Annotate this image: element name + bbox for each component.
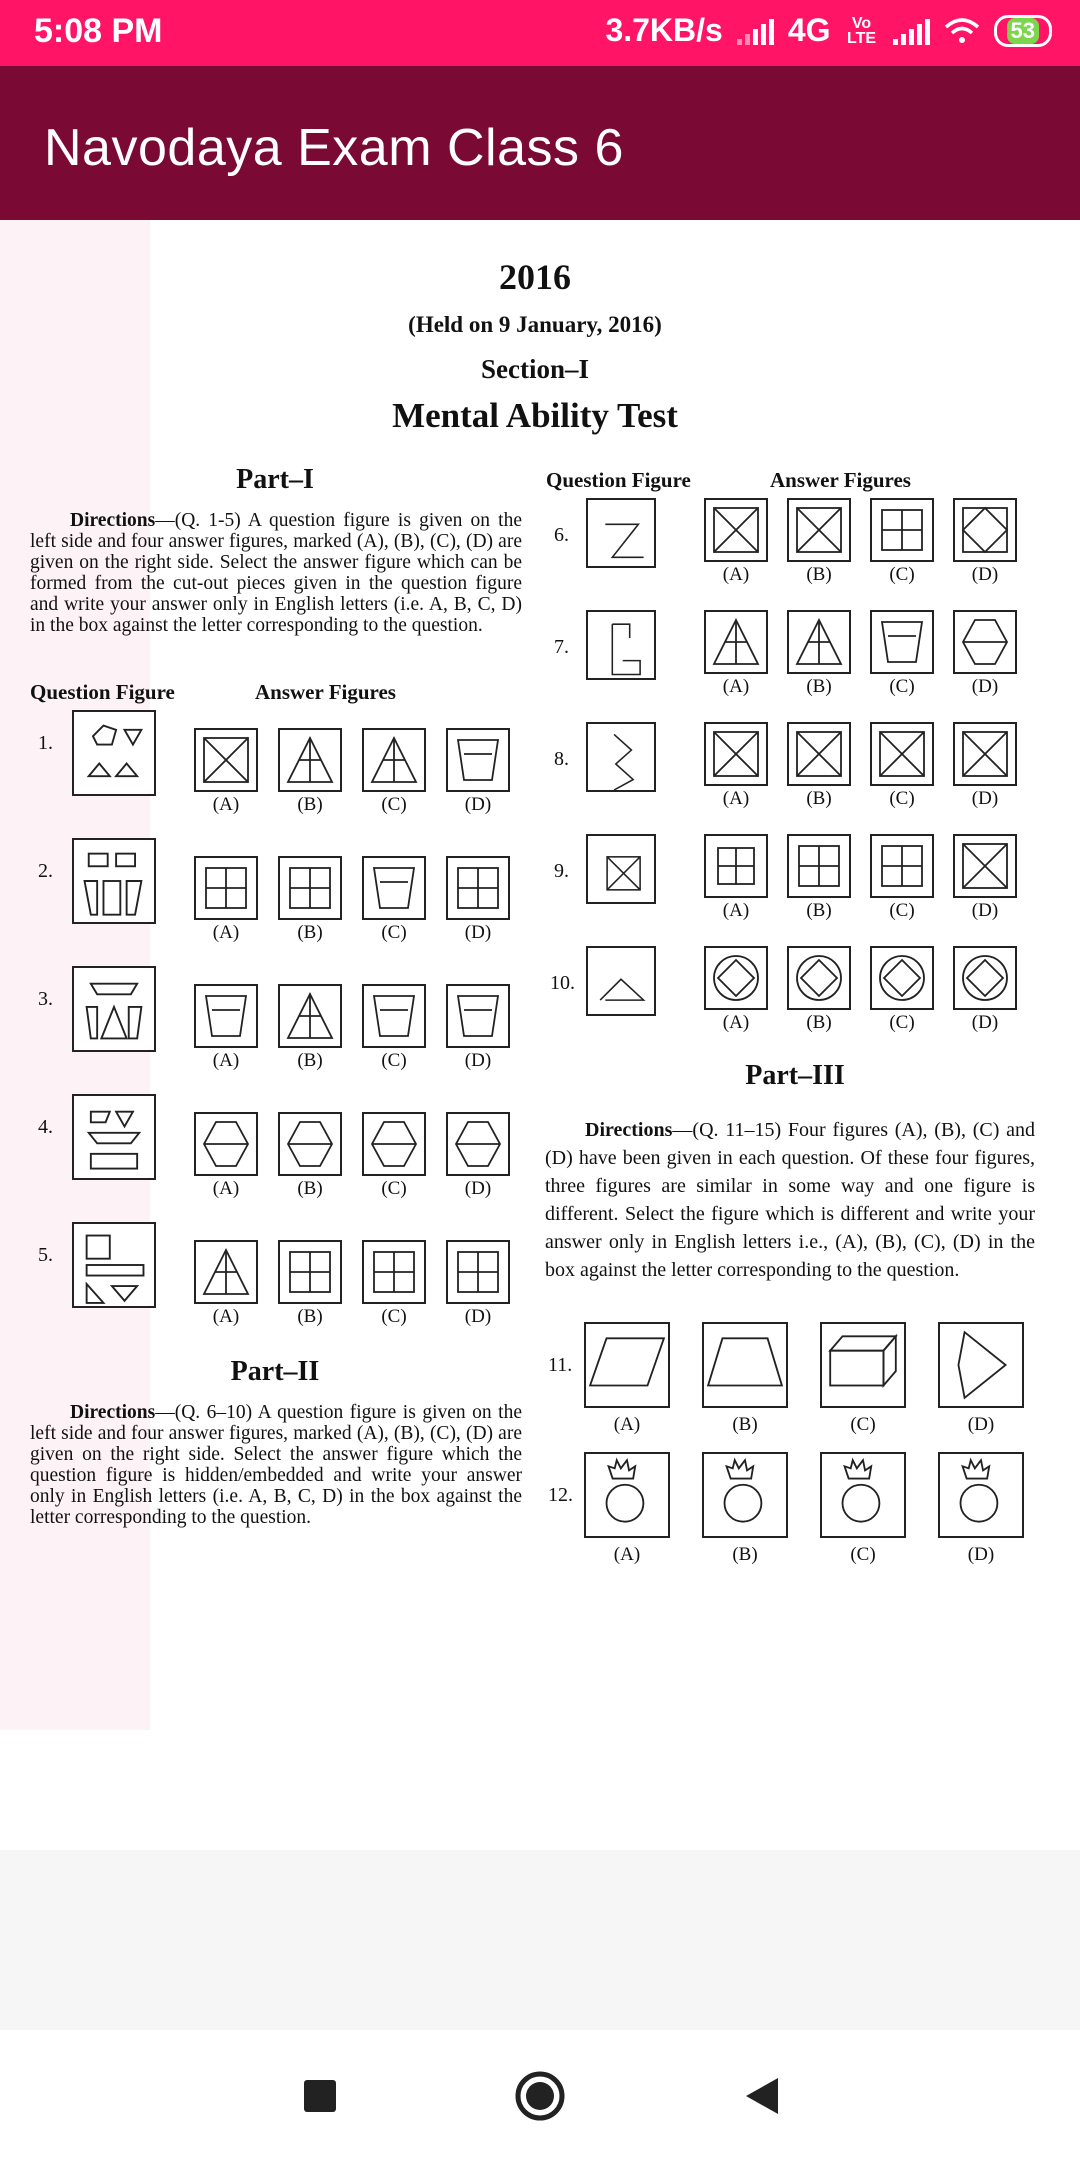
app-title: Navodaya Exam Class 6 — [44, 119, 624, 177]
part3-directions-lead: Directions — [585, 1119, 673, 1141]
answer-figure[interactable] — [953, 946, 1017, 1010]
answer-figure[interactable] — [278, 1240, 342, 1304]
answer-figure[interactable] — [278, 856, 342, 920]
option-figure[interactable] — [584, 1452, 670, 1538]
answer-figure[interactable] — [278, 1112, 342, 1176]
part2-col-question: Question Figure — [546, 468, 691, 492]
answer-figure[interactable] — [446, 1112, 510, 1176]
part2-directions-text: —(Q. 6–10) A question figure is given on the left side and four answer figures, marked (A), (B), (C), (D) are given on the right side. Select the answer figure which the question figure is hidden/embedded and write your answer only in English letters (i.e. A, B, C, D) in the box against the letter corresponding to the question. — [30, 1402, 522, 1528]
status-icons — [605, 12, 1052, 49]
part3-directions — [545, 1116, 1035, 1284]
paper-year: 2016 — [499, 257, 571, 297]
answer-figure[interactable] — [446, 728, 510, 792]
option-figure[interactable] — [820, 1452, 906, 1538]
answer-figure[interactable] — [362, 1240, 426, 1304]
answer-figure[interactable] — [870, 610, 934, 674]
answer-figure[interactable] — [953, 834, 1017, 898]
option-label: (B) — [297, 922, 323, 943]
option-label: (C) — [889, 564, 915, 585]
question-number: 12. — [548, 1484, 573, 1506]
option-label: (A) — [613, 1544, 641, 1565]
option-label: (A) — [722, 788, 750, 809]
answer-figure[interactable] — [870, 498, 934, 562]
question-paper[interactable] — [0, 220, 1080, 1850]
option-label: (C) — [381, 1178, 407, 1199]
answer-figure[interactable] — [953, 498, 1017, 562]
paper-section: Section–I — [481, 354, 589, 384]
answer-figure[interactable] — [362, 984, 426, 1048]
part1-directions-text: —(Q. 1-5) A question figure is given on the left side and four answer figures, marked (A), (B), (C), (D) are given on the right side. Select the answer figure which can be formed from the cut-out pieces given in the question figure and write your answer only in English letters (i.e. A, B, C, D) in the box against the letter corresponding to the question. — [30, 510, 522, 636]
option-label: (A) — [212, 1050, 240, 1071]
question-figure — [586, 610, 656, 680]
option-label: (B) — [806, 900, 832, 921]
option-figure[interactable] — [938, 1322, 1024, 1408]
part2-directions-lead: Directions — [70, 1402, 156, 1423]
answer-figure[interactable] — [953, 722, 1017, 786]
status-bar — [0, 0, 1080, 66]
question-number: 6. — [554, 524, 569, 546]
answer-figure[interactable] — [194, 984, 258, 1048]
option-label: (A) — [212, 922, 240, 943]
part2-heading: Part–II — [230, 1356, 320, 1387]
net-speed: 3.7KB/s — [605, 12, 723, 48]
answer-figure[interactable] — [704, 834, 768, 898]
answer-figure[interactable] — [787, 834, 851, 898]
answer-figure[interactable] — [787, 722, 851, 786]
option-label: (B) — [297, 1306, 323, 1327]
answer-figure[interactable] — [446, 856, 510, 920]
answer-figure[interactable] — [787, 946, 851, 1010]
option-label: (D) — [971, 676, 999, 697]
answer-figure[interactable] — [704, 722, 768, 786]
question-figure — [72, 966, 156, 1052]
option-figure[interactable] — [584, 1322, 670, 1408]
answer-figure[interactable] — [446, 1240, 510, 1304]
part1-directions-lead: Directions — [70, 510, 156, 531]
option-label: (B) — [297, 794, 323, 815]
option-label: (C) — [381, 1050, 407, 1071]
answer-figure[interactable] — [704, 498, 768, 562]
option-label: (A) — [722, 564, 750, 585]
answer-figure[interactable] — [446, 984, 510, 1048]
answer-figure[interactable] — [278, 984, 342, 1048]
status-time: 5:08 PM — [34, 12, 163, 50]
question-number: 8. — [554, 748, 569, 770]
option-label: (C) — [381, 1306, 407, 1327]
answer-figure[interactable] — [362, 1112, 426, 1176]
answer-figure[interactable] — [278, 728, 342, 792]
answer-figure[interactable] — [194, 728, 258, 792]
answer-figure[interactable] — [194, 1112, 258, 1176]
answer-figure[interactable] — [362, 856, 426, 920]
signal-icon — [737, 17, 774, 45]
question-number: 11. — [548, 1354, 573, 1376]
part1-col-answers: Answer Figures — [255, 680, 396, 704]
option-label: (A) — [212, 1306, 240, 1327]
answer-figure[interactable] — [870, 834, 934, 898]
option-figure[interactable] — [820, 1322, 906, 1408]
navigation-bar — [0, 2030, 1080, 2160]
option-label: (D) — [967, 1414, 995, 1435]
option-label: (C) — [381, 922, 407, 943]
question-figure — [586, 834, 656, 904]
back-icon[interactable] — [734, 2068, 790, 2124]
question-figure — [72, 1094, 156, 1180]
question-figure — [586, 722, 656, 792]
recent-apps-icon[interactable] — [292, 2068, 348, 2124]
option-label: (D) — [971, 900, 999, 921]
answer-figure[interactable] — [362, 728, 426, 792]
question-number: 3. — [38, 988, 53, 1010]
part2-directions — [30, 1402, 522, 1528]
question-figure — [72, 1222, 156, 1308]
option-label: (A) — [212, 1178, 240, 1199]
volte-icon: Vo LTE — [847, 14, 877, 47]
question-number: 7. — [554, 636, 569, 658]
answer-figure[interactable] — [870, 722, 934, 786]
option-label: (D) — [464, 922, 492, 943]
option-label: (A) — [613, 1414, 641, 1435]
app-bar — [0, 66, 1080, 220]
question-figure — [72, 838, 156, 924]
part1-heading: Part–I — [236, 464, 314, 495]
question-figure — [72, 710, 156, 796]
option-label: (B) — [732, 1544, 758, 1565]
wifi-icon — [944, 17, 980, 45]
battery-icon — [994, 15, 1052, 47]
question-number: 4. — [38, 1116, 53, 1138]
battery-level: 53 — [1007, 18, 1039, 44]
option-label: (A) — [722, 676, 750, 697]
option-label: (B) — [297, 1050, 323, 1071]
question-figure — [586, 946, 656, 1016]
network-type: 4G — [787, 12, 831, 48]
question-number: 2. — [38, 860, 53, 882]
option-label: (A) — [212, 794, 240, 815]
paper-title: Mental Ability Test — [392, 396, 678, 435]
option-label: (A) — [722, 900, 750, 921]
option-label: (D) — [971, 564, 999, 585]
question-number: 10. — [550, 972, 575, 994]
option-label: (D) — [464, 1178, 492, 1199]
part1-directions — [30, 510, 522, 636]
answer-figure[interactable] — [194, 856, 258, 920]
option-label: (B) — [732, 1414, 758, 1435]
answer-figure[interactable] — [194, 1240, 258, 1304]
option-label: (C) — [889, 788, 915, 809]
answer-figure[interactable] — [704, 946, 768, 1010]
option-label: (B) — [297, 1178, 323, 1199]
option-figure[interactable] — [702, 1452, 788, 1538]
option-figure[interactable] — [702, 1322, 788, 1408]
answer-figure[interactable] — [787, 498, 851, 562]
question-number: 1. — [38, 732, 53, 754]
question-number: 5. — [38, 1244, 53, 1266]
answer-figure[interactable] — [870, 946, 934, 1010]
option-label: (D) — [464, 1306, 492, 1327]
option-figure[interactable] — [938, 1452, 1024, 1538]
option-label: (D) — [464, 794, 492, 815]
option-label: (C) — [889, 676, 915, 697]
option-label: (B) — [806, 788, 832, 809]
option-label: (D) — [967, 1544, 995, 1565]
question-figure — [586, 498, 656, 568]
option-label: (D) — [464, 1050, 492, 1071]
option-label: (C) — [850, 1544, 876, 1565]
option-label: (C) — [889, 900, 915, 921]
part1-col-question: Question Figure — [30, 680, 175, 704]
answer-figure[interactable] — [787, 610, 851, 674]
part3-heading: Part–III — [745, 1060, 845, 1091]
option-label: (C) — [381, 794, 407, 815]
part2-col-answers: Answer Figures — [770, 468, 911, 492]
option-label: (D) — [971, 1012, 999, 1033]
home-icon[interactable] — [512, 2068, 568, 2124]
part3-directions-text: —(Q. 11–15) Four figures (A), (B), (C) and (D) have been given in each question. Of these four figures, three figures are similar in some way and one figure is different. Select the figure which is different and write your answer only in English letters i.e., (A), (B), (C), (D) in the box against the letter corresponding to the question. — [545, 1119, 1035, 1281]
option-label: (C) — [889, 1012, 915, 1033]
option-label: (A) — [722, 1012, 750, 1033]
option-label: (B) — [806, 676, 832, 697]
paper-held-on: (Held on 9 January, 2016) — [408, 312, 662, 337]
answer-figure[interactable] — [704, 610, 768, 674]
option-label: (B) — [806, 564, 832, 585]
signal-icon-2 — [893, 17, 930, 45]
option-label: (B) — [806, 1012, 832, 1033]
answer-figure[interactable] — [953, 610, 1017, 674]
option-label: (C) — [850, 1414, 876, 1435]
option-label: (D) — [971, 788, 999, 809]
question-number: 9. — [554, 860, 569, 882]
